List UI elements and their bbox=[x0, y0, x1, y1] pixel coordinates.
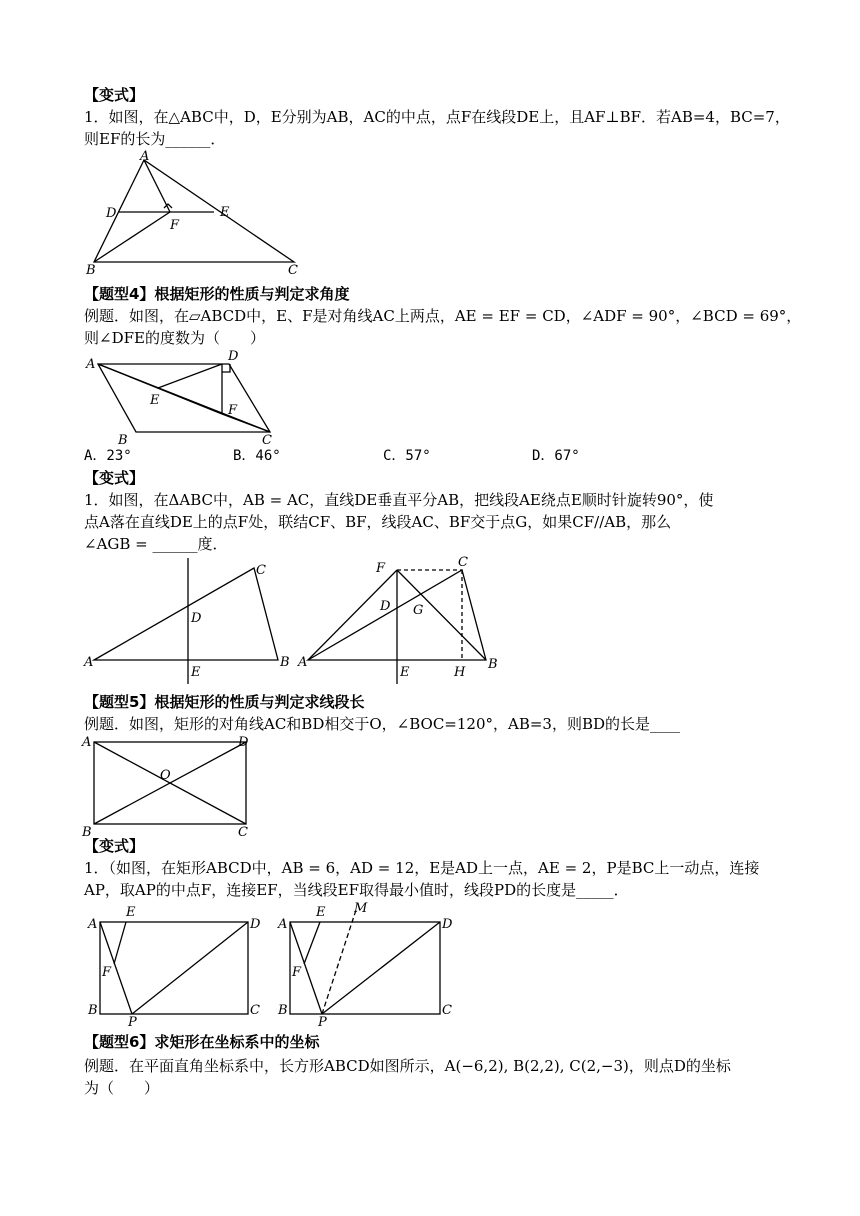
label-A: A bbox=[140, 149, 150, 164]
label-P: P bbox=[318, 1015, 327, 1030]
label-G: G bbox=[413, 603, 424, 618]
label-D: D bbox=[191, 611, 202, 626]
label-B: B bbox=[88, 1003, 98, 1018]
label-F: F bbox=[376, 561, 386, 576]
type5-example: 例题．如图，矩形的对角线AC和BD相交于O，∠BOC=120°，AB=3，则BD的长是____ bbox=[84, 715, 681, 733]
label-C: C bbox=[458, 555, 468, 570]
label-M: M bbox=[354, 901, 368, 916]
variant2-line-2: 点A落在直线DE上的点F处，联结CF、BF，线段AC、BF交于点G，如果CF//AB，那么 bbox=[84, 513, 672, 531]
label-C: C bbox=[442, 1003, 452, 1018]
label-P: P bbox=[128, 1015, 137, 1030]
label-E: E bbox=[191, 665, 201, 680]
label-D: D bbox=[106, 206, 117, 221]
label-C: C bbox=[262, 433, 272, 448]
type6-line-2: 为（ ） bbox=[84, 1079, 160, 1097]
rectangle-figure-left bbox=[84, 902, 274, 1028]
label-C: C bbox=[288, 263, 298, 278]
type4-example-line-1: 例题．如图，在▱ABCD中，E、F是对角线AC上两点，AE = EF = CD，∠ADF = 90°，∠BCD = 69°， bbox=[84, 307, 802, 325]
label-D: D bbox=[250, 917, 261, 932]
option-b[interactable]: B．46° bbox=[233, 448, 281, 464]
label-E: E bbox=[316, 905, 326, 920]
label-O: O bbox=[160, 768, 171, 783]
label-B: B bbox=[278, 1003, 288, 1018]
label-C: C bbox=[256, 563, 266, 578]
label-B: B bbox=[118, 433, 128, 448]
variant-header-2: 【变式】 bbox=[84, 469, 145, 487]
option-a[interactable]: A．23° bbox=[84, 448, 132, 464]
type4-example-line-2: 则∠DFE的度数为（ ） bbox=[84, 329, 265, 347]
label-B: B bbox=[488, 657, 498, 672]
label-A: A bbox=[88, 917, 98, 932]
label-B: B bbox=[86, 263, 96, 278]
triangle-figure-left bbox=[84, 556, 294, 686]
variant3-line-1: 1．（如图，在矩形ABCD中，AB = 6，AD = 12，E是AD上一点，AE = 2，P是BC上一动点，连接 bbox=[84, 859, 760, 877]
rectangle-figure-right bbox=[276, 902, 466, 1028]
type4-header: 【题型4】根据矩形的性质与判定求角度 bbox=[84, 285, 350, 303]
label-A: A bbox=[278, 917, 288, 932]
label-F: F bbox=[170, 218, 180, 233]
label-F: F bbox=[228, 403, 238, 418]
label-F: F bbox=[292, 965, 302, 980]
label-C: C bbox=[250, 1003, 260, 1018]
variant2-line-3: ∠AGB = ______度． bbox=[84, 535, 228, 553]
variant3-line-2: AP，取AP的中点F，连接EF，当线段EF取得最小值时，线段PD的长度是_____． bbox=[84, 881, 629, 899]
type6-header: 【题型6】求矩形在坐标系中的坐标 bbox=[84, 1033, 320, 1051]
variant-header-3: 【变式】 bbox=[84, 837, 145, 855]
label-E: E bbox=[150, 393, 160, 408]
label-A: A bbox=[86, 357, 96, 372]
option-c[interactable]: C．57° bbox=[383, 448, 431, 464]
triangle-figure-1 bbox=[84, 149, 314, 278]
label-A: A bbox=[82, 735, 92, 750]
variant-header-1: 【变式】 bbox=[84, 86, 145, 104]
label-D: D bbox=[228, 349, 239, 364]
label-B: B bbox=[280, 655, 290, 670]
label-B: B bbox=[82, 825, 92, 840]
type6-line-1: 例题．在平面直角坐标系中，长方形ABCD如图所示，A(−6,2), B(2,2), C(2,−3)，则点D的坐标 bbox=[84, 1057, 731, 1075]
label-E: E bbox=[400, 665, 410, 680]
label-D: D bbox=[238, 735, 249, 750]
label-F: F bbox=[102, 965, 112, 980]
type5-header: 【题型5】根据矩形的性质与判定求线段长 bbox=[84, 693, 365, 711]
label-E: E bbox=[126, 905, 136, 920]
rectangle-figure-type5 bbox=[80, 734, 260, 838]
label-E: E bbox=[220, 205, 230, 220]
label-A: A bbox=[84, 655, 94, 670]
label-D: D bbox=[380, 599, 391, 614]
triangle-figure-right bbox=[300, 556, 510, 686]
variant2-line-1: 1．如图，在ΔABC中，AB = AC，直线DE垂直平分AB，把线段AE绕点E顺时针旋转90°，使 bbox=[84, 491, 714, 509]
parallelogram-figure bbox=[84, 348, 289, 448]
option-d[interactable]: D．67° bbox=[532, 448, 580, 464]
label-D: D bbox=[442, 917, 453, 932]
label-A: A bbox=[298, 655, 308, 670]
label-H: H bbox=[454, 665, 466, 680]
label-C: C bbox=[238, 825, 248, 840]
question-1-line-2: 则EF的长为______． bbox=[84, 130, 226, 148]
question-1-line-1: 1．如图，在△ABC中，D，E分别为AB，AC的中点，点F在线段DE上，且AF⊥BF．若AB=4，BC=7， bbox=[84, 108, 790, 126]
